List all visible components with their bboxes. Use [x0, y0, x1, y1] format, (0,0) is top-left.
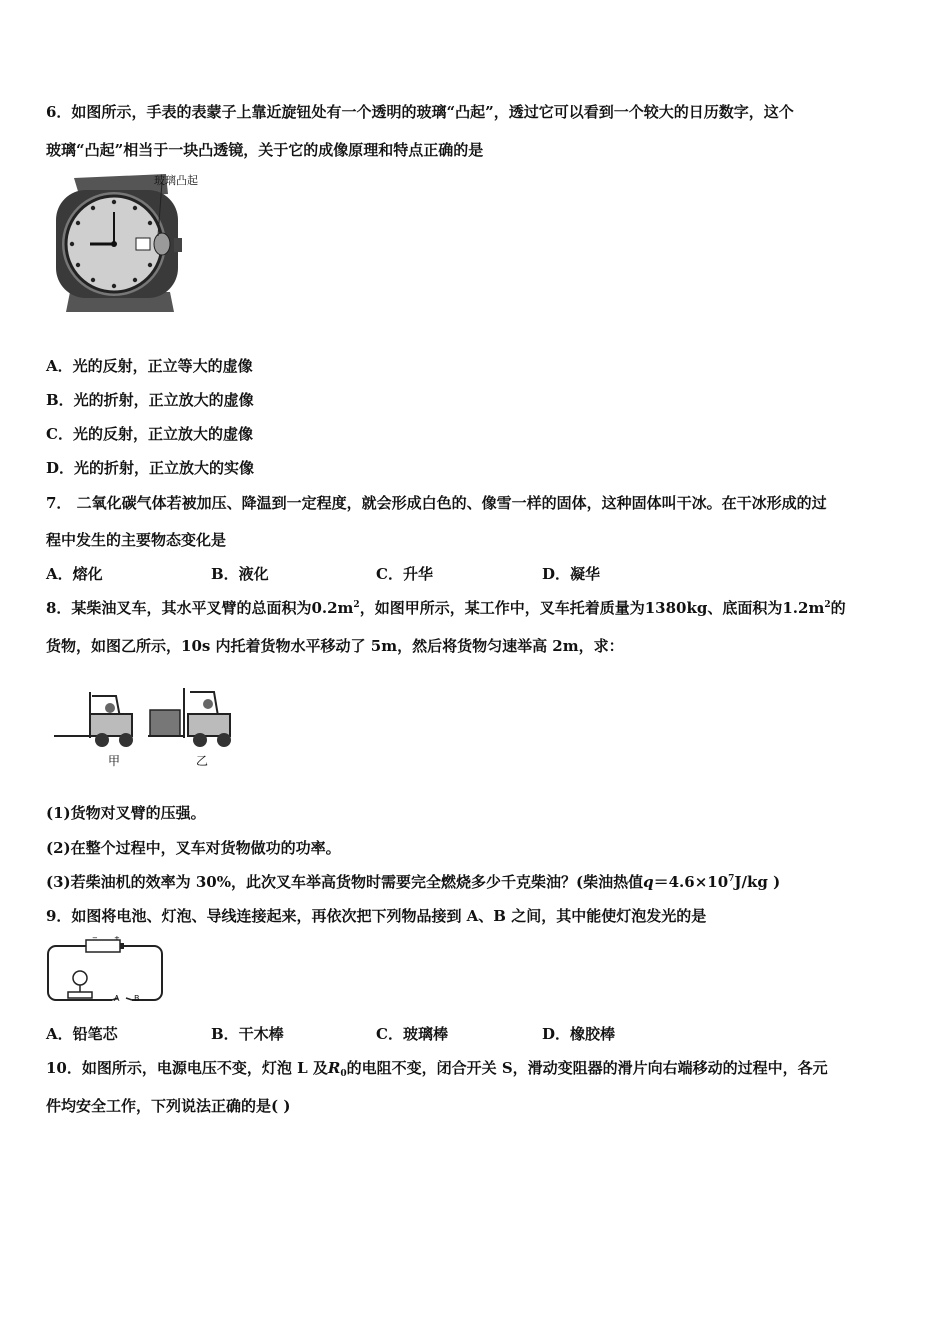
q6-option-a: A．光的反射，正立等大的虚像	[46, 357, 253, 375]
q10-stem-line1: 10．如图所示，电源电压不变，灯泡 L 及$R_0$的电阻不变，闭合开关 S，滑动变阻器的滑片向右端移动的过程中，各元	[46, 1059, 828, 1079]
q7-stem-line2: 程中发生的主要物态变化是	[46, 531, 227, 549]
q7-option-a: A．熔化	[46, 565, 103, 583]
circuit-figure	[46, 936, 166, 1006]
svg-text:+: +	[114, 936, 120, 942]
circuit-label-b: B	[134, 994, 140, 1003]
q9-option-c: C．玻璃棒	[376, 1025, 448, 1043]
q7-option-b: B．液化	[211, 565, 269, 583]
forklift-label-yi: 乙	[196, 754, 209, 768]
q6-stem-line2: 玻璃“凸起”相当于一块凸透镜，关于它的成像原理和特点正确的是	[46, 141, 484, 159]
q9-option-d: D．橡胶棒	[542, 1025, 616, 1043]
q8-subquestion-2: (2)在整个过程中，叉车对货物做功的功率。	[46, 839, 341, 857]
svg-text:−: −	[92, 936, 98, 942]
forklift-figure	[50, 684, 240, 770]
q9-option-b: B．干木棒	[211, 1025, 284, 1043]
q8-stem-line2: 货物，如图乙所示，10s 内托着货物水平移动了 5m，然后将货物匀速举高 2m，求：	[46, 637, 624, 655]
q6-option-d: D．光的折射，正立放大的实像	[46, 459, 255, 477]
q7-stem-line1: 7． 二氧化碳气体若被加压、降温到一定程度，就会形成白色的、像雪一样的固体，这种固体叫干冰。在干冰形成的过	[46, 494, 827, 512]
q6-option-b: B．光的折射，正立放大的虚像	[46, 391, 254, 409]
q6-stem-line1: 6．如图所示，手表的表蒙子上靠近旋钮处有一个透明的玻璃“凸起”，透过它可以看到一个较大的日历数字，这个	[46, 103, 794, 121]
watch-figure-label: 玻璃凸起	[154, 174, 198, 187]
circuit-label-a: A	[114, 994, 120, 1003]
q7-option-d: D．凝华	[542, 565, 601, 583]
watch-figure	[50, 168, 230, 318]
q8-subquestion-1: (1)货物对叉臂的压强。	[46, 804, 206, 822]
q9-option-a: A．铅笔芯	[46, 1025, 118, 1043]
q9-stem: 9．如图将电池、灯泡、导线连接起来，再依次把下列物品接到 A、B 之间，其中能使灯泡发光的是	[46, 907, 707, 925]
q6-option-c: C．光的反射，正立放大的虚像	[46, 425, 253, 443]
q8-subquestion-3: (3)若柴油机的效率为 30%，此次叉车举高货物时需要完全燃烧多少千克柴油？(柴油热值$q=4.6\times 10^7J/kg$ )	[46, 873, 781, 891]
q8-stem-line1: 8．某柴油叉车，其水平叉臂的总面积为$0.2m^2$，如图甲所示，某工作中，叉车托着质量为1380kg、底面积为$1.2m^2$的	[46, 599, 846, 617]
q10-stem-line2: 件均安全工作，下列说法正确的是( )	[46, 1097, 291, 1115]
forklift-label-jia: 甲	[108, 754, 121, 768]
q7-option-c: C．升华	[376, 565, 433, 583]
